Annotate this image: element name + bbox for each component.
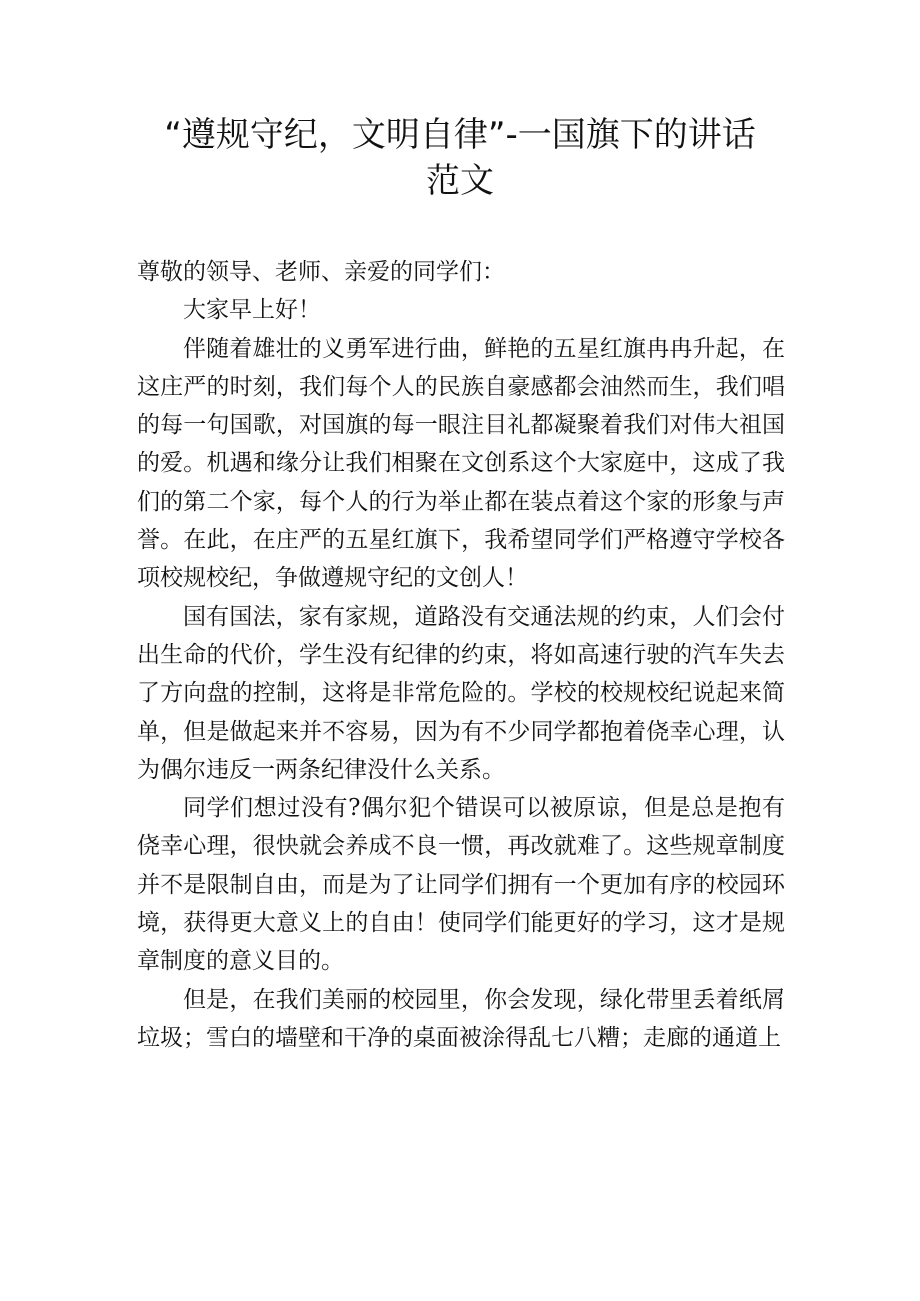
paragraph-greeting: 大家早上好！ bbox=[183, 297, 321, 324]
salutation: 尊敬的领导、老师、亲爱的同学们： bbox=[137, 259, 505, 285]
paragraph-4: 但是，在我们美丽的校园里，你会发现，绿化带里丢着纸屑垃圾；雪白的墙壁和干净的桌面被涂得乱七八糟；走廊的通道上 bbox=[137, 986, 785, 1051]
paragraph-1: 伴随着雄壮的义勇军进行曲，鲜艳的五星红旗冉冉升起，在这庄严的时刻，我们每个人的民族自豪感都会油然而生，我们唱的每一句国歌，对国旗的每一眼注目礼都凝聚着我们对伟大祖国的爱。机遇和缘分让我们相聚在文创系这个大家庭中，这成了我们的第二个家，每个人的行为举止都在装点着这个家的形象与声誉。在此，在庄严的五星红旗下，我希望同学们严格遵守学校各项校规校纪，争做遵规守纪的文创人！ bbox=[137, 335, 785, 592]
title-line-1: “遵规守纪，文明自律”-一国旗下的讲话 bbox=[164, 115, 756, 155]
paragraph-3: 同学们想过没有?偶尔犯个错误可以被原谅，但是总是抱有侥幸心理，很快就会养成不良一惯，再改就难了。这些规章制度并不是限制自由，而是为了让同学们拥有一个更加有序的校园环境，获得更大意义上的自由！使同学们能更好的学习，这才是规章制度的意义目的。 bbox=[137, 795, 785, 975]
paragraph-2: 国有国法，家有家规，道路没有交通法规的约束，人们会付出生命的代价，学生没有纪律的约束，将如高速行驶的汽车失去了方向盘的控制，这将是非常危险的。学校的校规校纪说起来简单，但是做起来并不容易，因为有不少同学都抱着侥幸心理，认为偶尔违反一两条纪律没什么关系。 bbox=[137, 603, 785, 783]
document-title bbox=[120, 112, 800, 204]
document-body bbox=[137, 253, 785, 1057]
title-line-2: 范文 bbox=[426, 161, 494, 201]
